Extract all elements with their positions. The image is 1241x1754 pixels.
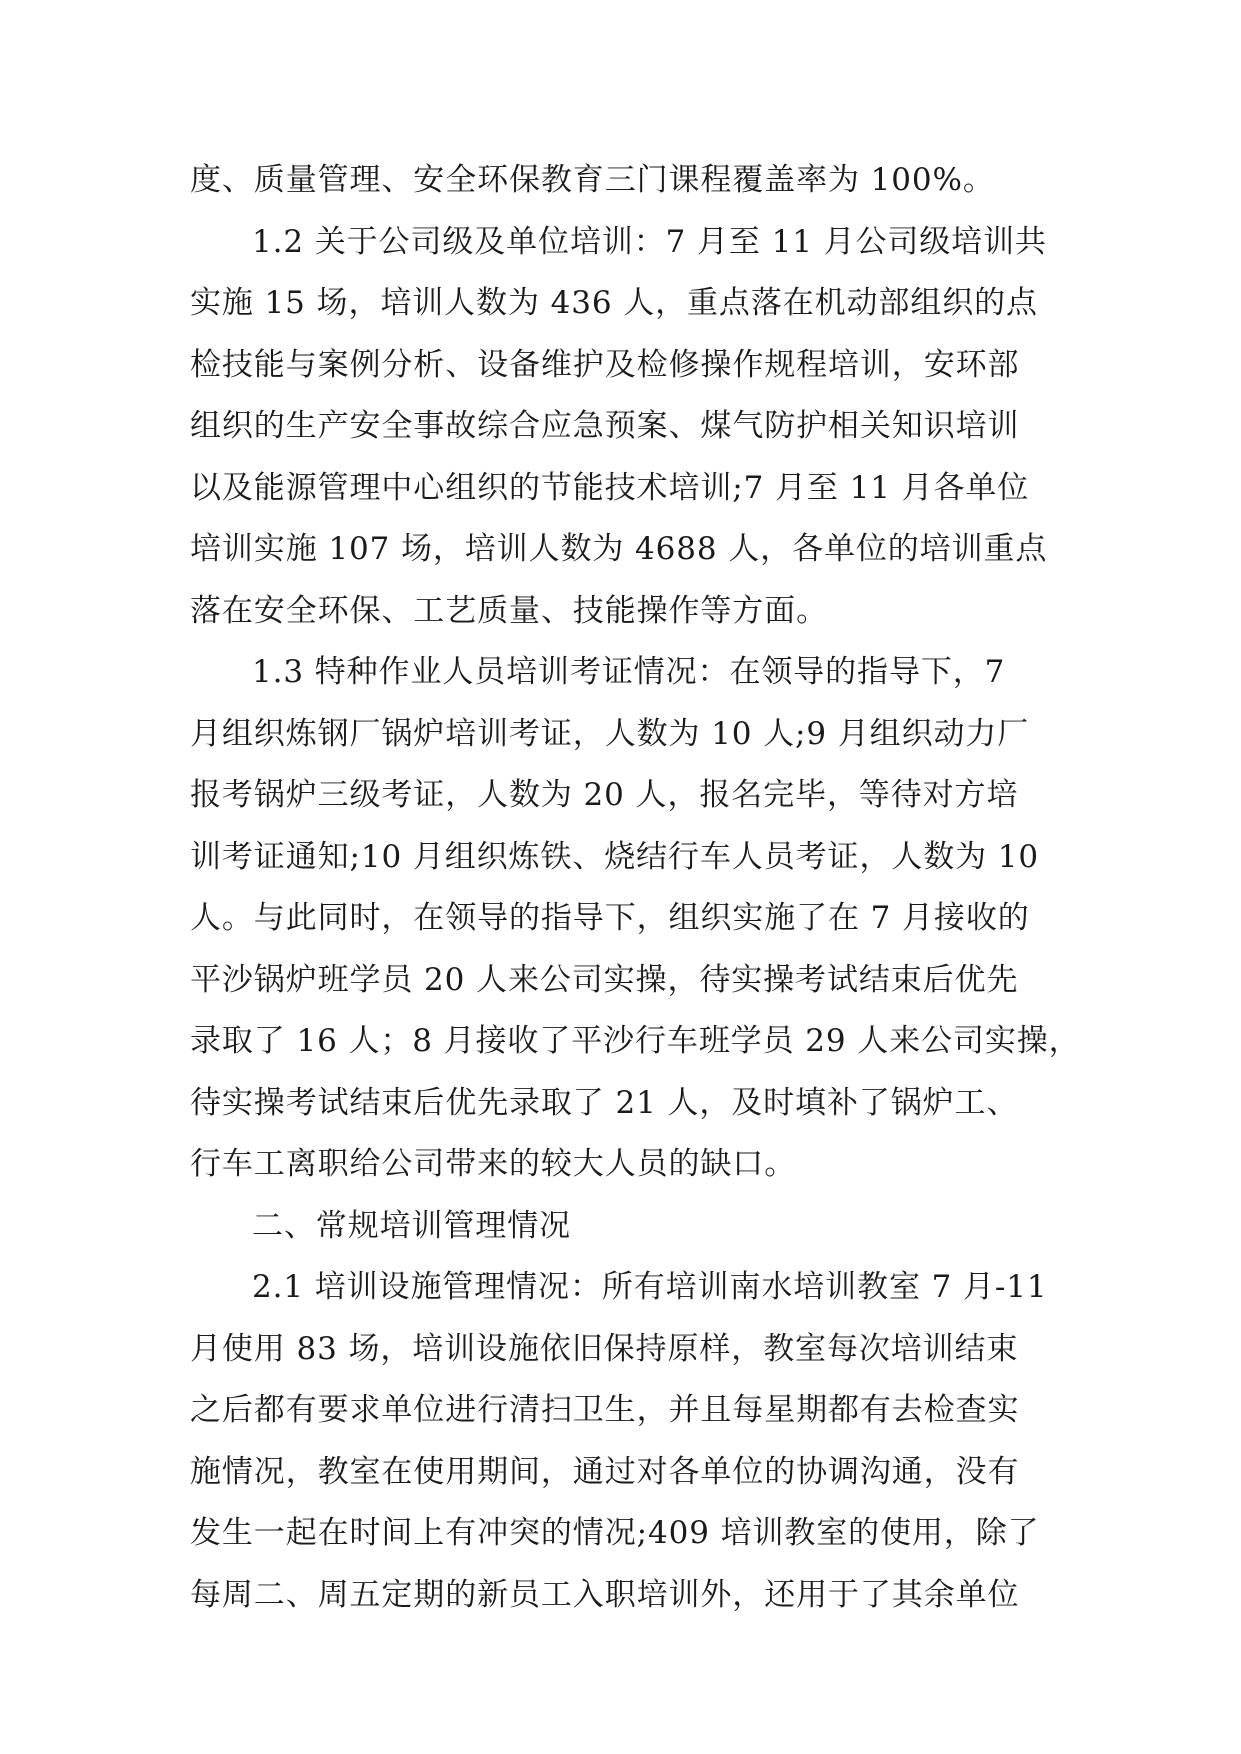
text-line: 实施 15 场，培训人数为 436 人，重点落在机动部组织的点 <box>190 285 1038 321</box>
text-line: 每周二、周五定期的新员工入职培训外，还用于了其余单位 <box>190 1576 1020 1613</box>
paragraph-heading-2-1: 2.1 培训设施管理情况：所有培训南水培训教室 7 月-11 <box>252 1269 1048 1305</box>
text-line: 训考证通知;10 月组织炼铁、烧结行车人员考证，人数为 10 <box>190 838 1040 875</box>
paragraph-heading-1-3: 1.3 特种作业人员培训考证情况：在领导的指导下，7 <box>252 654 1006 690</box>
paragraph-heading-1-2: 1.2 关于公司级及单位培训：7 月至 11 月公司级培训共 <box>252 223 1047 260</box>
text-line: 月使用 83 场，培训设施依旧保持原样，教室每次培训结束 <box>190 1330 1019 1367</box>
text-line: 培训实施 107 场，培训人数为 4688 人，各单位的培训重点 <box>190 531 1048 567</box>
text-line: 以及能源管理中心组织的节能技术培训;7 月至 11 月各单位 <box>190 469 1030 506</box>
text-line: 之后都有要求单位进行清扫卫生，并且每星期都有去检查实 <box>190 1392 1020 1428</box>
text-line: 检技能与案例分析、设备维护及检修操作规程培训，安环部 <box>190 346 1020 383</box>
text-line: 组织的生产安全事故综合应急预案、煤气防护相关知识培训 <box>190 408 1020 444</box>
text-line: 人。与此同时，在领导的指导下，组织实施了在 7 月接收的 <box>190 900 1030 936</box>
text-line: 录取了 16 人；8 月接收了平沙行车班学员 29 人来公司实操， <box>190 1023 1081 1059</box>
text-line: 落在安全环保、工艺质量、技能操作等方面。 <box>190 592 828 629</box>
text-line: 平沙锅炉班学员 20 人来公司实操，待实操考试结束后优先 <box>190 961 1019 998</box>
text-line: 施情况，教室在使用期间，通过对各单位的协调沟通，没有 <box>190 1453 1020 1490</box>
text-line: 行车工离职给公司带来的较大人员的缺口。 <box>190 1146 797 1182</box>
text-line: 发生一起在时间上有冲突的情况;409 培训教室的使用，除了 <box>190 1515 1040 1551</box>
section-heading-2: 二、常规培训管理情况 <box>252 1207 571 1244</box>
text-line: 报考锅炉三级考证，人数为 20 人，报名完毕，等待对方培 <box>190 777 1019 813</box>
body-text <box>190 150 1081 1626</box>
text-line: 待实操考试结束后优先录取了 21 人，及时填补了锅炉工、 <box>190 1084 1019 1121</box>
text-line: 月组织炼钢厂锅炉培训考证，人数为 10 人;9 月组织动力厂 <box>190 715 1030 752</box>
text-line: 度、质量管理、安全环保教育三门课程覆盖率为 100%。 <box>190 162 995 198</box>
